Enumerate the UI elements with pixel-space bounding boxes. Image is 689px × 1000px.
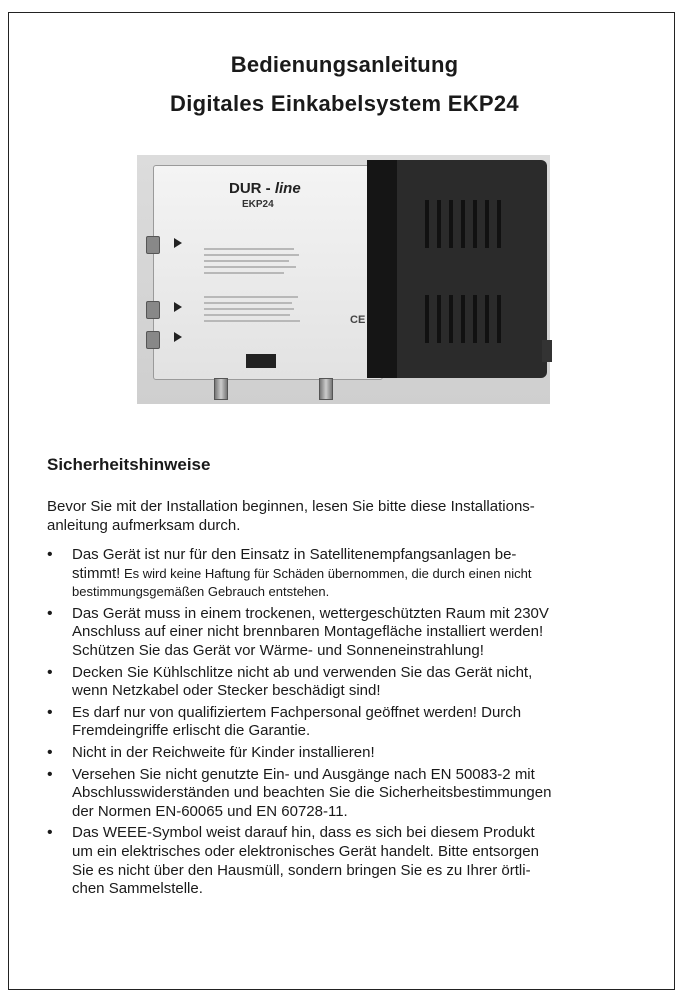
arrow-icon [174,238,182,248]
intro-paragraph: Bevor Sie mit der Installation beginnen, lesen Sie bitte diese Installations- anleitung aufmerksam durch. [47,498,535,534]
ce-mark: CE [350,314,366,326]
output-connector-1 [214,378,228,400]
list-item: • Es darf nur von qualifiziertem Fachpersonal geöffnet werden! Durch Fremdeingriffe erlischt die Garantie. [47,704,647,741]
device-model: EKP24 [242,199,274,210]
list-item: • Das WEEE-Symbol weist darauf hin, dass es sich bei diesem Produkt um ein elektrisches oder elektronisches Gerät handelt. Bitte entsorgen Sie es nicht über den Hausmüll, sondern bringen Sie es zu Ihrer örtli- chen Sammelstelle. [47,824,647,898]
device-spec-label [204,244,304,326]
section-heading: Sicherheitshinweise [47,455,211,474]
list-item: • Versehen Sie nicht genutzte Ein- und Ausgänge nach EN 50083-2 mit Abschlusswiderständen und beachten Sie die Sicherheitsbestimmungen der Normen EN-60065 und EN 60728-11. [47,766,647,822]
arrow-icon [174,332,182,342]
list-item: • Decken Sie Kühlschlitze nicht ab und verwenden Sie das Gerät nicht, wenn Netzkabel oder Stecker beschädigt sind! [47,664,647,701]
device-housing [153,165,383,380]
document-title: Bedienungsanleitung [230,52,459,77]
list-item: • Das Gerät muss in einem trockenen, wettergeschützten Raum mit 230V Anschluss auf einer nicht brennbaren Montagefläche installiert werden! Schützen Sie das Gerät vor Wärme- und Sonneneinstrahlung! [47,605,647,661]
input-port-1 [146,236,160,254]
product-photo [137,155,550,404]
output-connector-2 [319,378,333,400]
list-item: • Nicht in der Reichweite für Kinder installieren! [47,744,647,763]
arrow-icon [174,302,182,312]
safety-list [47,546,647,902]
input-port-2 [146,301,160,319]
device-brand: DUR - line [229,180,301,197]
power-supply-unit [367,160,547,378]
input-port-3 [146,331,160,349]
dip-switch-block [246,354,276,368]
document-subtitle: Digitales Einkabelsystem EKP24 [170,91,519,116]
list-item: • Das Gerät ist nur für den Einsatz in Satellitenempfangsanlagen be- stimmt! Es wird keine Haftung für Schäden übernommen, die durch einen nicht bestimmungsgemäßen Gebrauch entstehen. [47,546,647,602]
power-cable [542,340,552,362]
